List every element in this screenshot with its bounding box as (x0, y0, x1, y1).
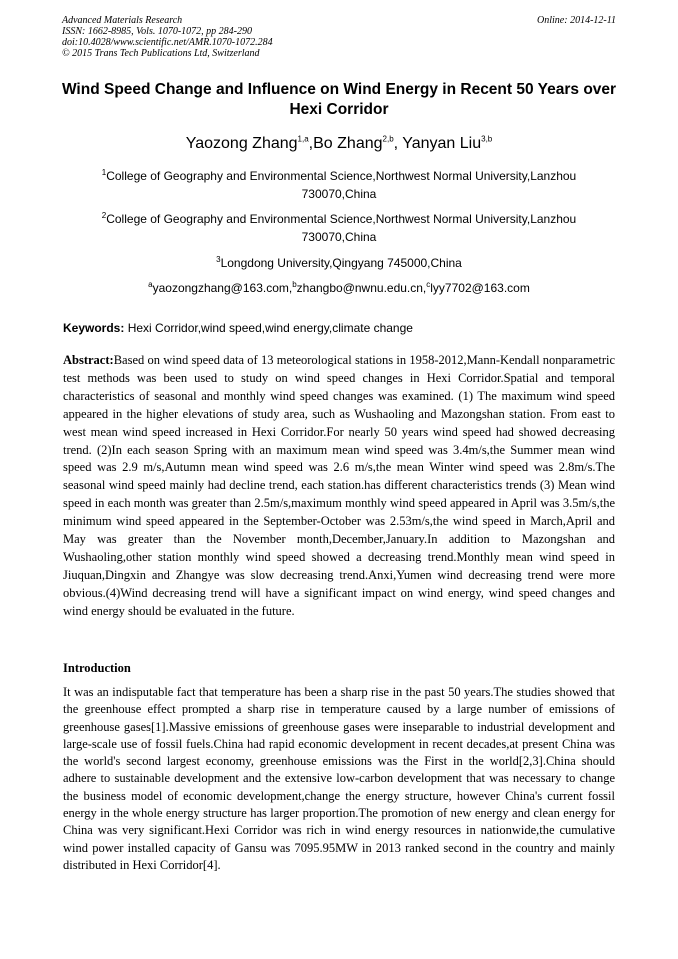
affiliation-2 (80, 210, 598, 246)
email-mark: c (426, 280, 431, 289)
author-name: Yanyan Liu (402, 135, 482, 152)
affiliation-mark: 3 (216, 255, 221, 264)
keywords-text: Hexi Corridor,wind speed,wind energy,climate change (124, 321, 413, 335)
author-name: Yaozong Zhang (185, 135, 298, 152)
online-date: Online: 2014-12-11 (537, 15, 616, 26)
journal-issn: ISSN: 1662-8985, Vols. 1070-1072, pp 284-290 (62, 26, 252, 37)
paper-title: Wind Speed Change and Influence on Wind Energy in Recent 50 Years over Hexi Corridor (61, 81, 617, 118)
author-affiliation-mark: 2,b (382, 134, 394, 144)
keywords-label: Keywords: (63, 321, 125, 335)
author-separator: , (308, 135, 314, 152)
affiliation-text: College of Geography and Environmental Science,Northwest Normal University,Lanzhou 730070,China (106, 169, 577, 201)
keywords (63, 319, 618, 337)
author-affiliation-mark: 3,b (481, 134, 493, 144)
affiliation-text: College of Geography and Environmental Science,Northwest Normal University,Lanzhou 730070,China (106, 212, 577, 244)
introduction-heading: Introduction (63, 661, 131, 675)
author-separator: , (393, 135, 403, 152)
email-mark: b (292, 280, 297, 289)
abstract-label: Abstract: (63, 353, 114, 367)
author-name: Bo Zhang (313, 135, 383, 152)
author-emails (60, 279, 618, 297)
affiliation-text: Longdong University,Qingyang 745000,China (220, 256, 462, 270)
journal-copyright: © 2015 Trans Tech Publications Ltd, Switzerland (62, 48, 260, 59)
affiliation-mark: 1 (101, 168, 107, 177)
affiliation-3 (80, 254, 598, 272)
email-address: yaozongzhang@163.com, (152, 281, 293, 295)
author-affiliation-mark: 1,a (297, 134, 309, 144)
affiliation-1 (80, 167, 598, 203)
email-address: lyy7702@163.com (430, 281, 530, 295)
abstract (63, 352, 615, 621)
journal-header (62, 15, 616, 59)
journal-doi: doi:10.4028/www.scientific.net/AMR.1070-1072.284 (62, 37, 273, 48)
email-mark: a (148, 280, 153, 289)
author-list (60, 134, 618, 154)
affiliation-mark: 2 (101, 211, 107, 220)
abstract-text: Based on wind speed data of 13 meteorological stations in 1958-2012,Mann-Kendall nonparametric test methods was been used to study on wind speed changes in Hexi Corridor.Spatial and temporal characteristics of seasonal and monthly wind speed changes was examined. (1) The maximum wind speed appeared in the higher elevations of study area, such as Wushaoling and Mazongshan station. From east to west mean wind speed increased in Hexi Corridor.For nearly 50 years wind speed had showed decreasing trend. (2)In each season Spring with an maximum mean wind speed was 3.4m/s,the Summer mean wind speed was 2.9 m/s,Autumn mean wind speed was 2.6 m/s,the mean Winter wind speed was 2.8m/s.The seasonal wind speed mainly had decline trend, each station.has different characteristics trends (3) Mean wind speed in each month was greater than 2.5m/s,maximum monthly wind speed appeared in April was 3.5m/s,the minimum wind speed appeared in the September-October was 2.53m/s,the wind speed in March,April and May was greater than the November month,December,January.In addition to Mazongshan and Wushaoling,other station monthly wind speed showed a decreasing trend.Monthly mean wind speed in Jiuquan,Dingxin and Zhangye was slow decreasing trend.Anxi,Yumen wind decreasing trend were more obvious.(4)Wind decreasing trend will have a significant impact on wind energy, wind speed changes and wind energy should be evaluated in the future. (63, 353, 615, 618)
email-address: zhangbo@nwnu.edu.cn, (296, 281, 427, 295)
journal-name: Advanced Materials Research (62, 15, 183, 26)
introduction-text: It was an indisputable fact that temperature has been a sharp rise in the past 50 years.The studies showed that the greenhouse effect prompted a sharp rise in temperature caused by a large number of emissions of greenhouse gases[1].Massive emissions of greenhouse gases were inseparable to industrial development and large-scale use of fossil fuels.China had rapid economic development in recent decades,at present China was the world's second largest economy, greenhouse emissions was the First in the world[2,3].China should adhere to sustainable development and the extensive low-carbon development that was necessary to change the business model of economic development,change the energy structure, however China's current fossil energy in the whole energy structure has larger proportion.The promotion of new energy and clean energy for China was very significant.Hexi Corridor was rich in wind energy resources in nationwide,the cumulative wind power installed capacity of Gansu was 7095.95MW in 2013 ranked second in the country and mainly distributed in Hexi Corridor[4]. (63, 685, 615, 872)
